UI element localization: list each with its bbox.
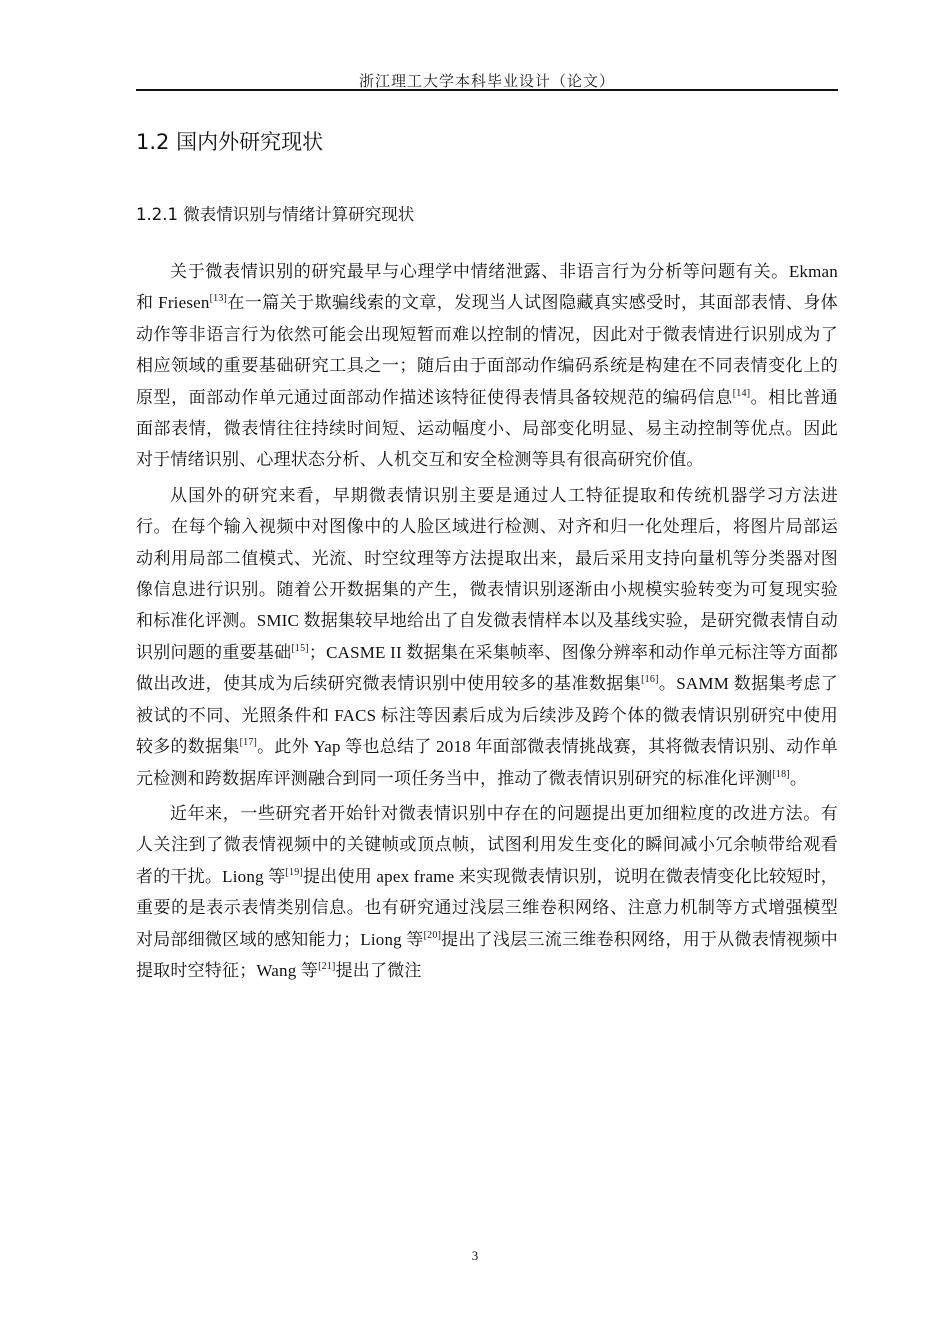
paragraph-text: 。SAMM 数据集考虑了被试的不同、光照条件和 FACS 标注等因素后成为后续涉及跨个体的微表情识别研究中使用较多的数据集 xyxy=(136,674,838,757)
subsection-heading: 1.2.1 微表情识别与情绪计算研究现状 xyxy=(136,205,415,224)
running-header: 浙江理工大学本科毕业设计（论文） xyxy=(358,74,615,90)
paragraph-text: 从国外的研究来看，早期微表情识别主要是通过人工特征提取和传统机器学习方法进行。在每个输入视频中对图像中的人脸区域进行检测、对齐和归一化处理后，将图片局部运动利用局部二值模式、光流、时空纹理等方法提取出来，最后采用支持向量机等分类器对图像信息进行识别。随着公开数据集的产生，微表情识别逐渐由小规模实验转变为可复现实验和标准化评测。SMIC 数据集较早地给出了自发微表情样本以及基线实验，是研究微表情自动识别问题的重要基础 xyxy=(136,485,838,662)
body-paragraph xyxy=(136,798,838,986)
body-paragraph xyxy=(136,256,838,476)
page-number: 3 xyxy=(471,1248,479,1263)
paragraph-text: 近年来，一些研究者开始针对微表情识别中存在的问题提出更加细粒度的改进方法。有人关注到了微表情视频中的关键帧或顶点帧，试图利用发生变化的瞬间减小冗余帧带给观看者的干扰。Liong 等 xyxy=(136,803,838,886)
section-heading: 1.2 国内外研究现状 xyxy=(136,130,324,154)
citation-marker: [19] xyxy=(285,866,303,878)
body-text xyxy=(136,256,838,986)
citation-marker: [14] xyxy=(732,387,751,399)
header-rule xyxy=(136,89,838,91)
citation-marker: [21] xyxy=(318,960,336,972)
citation-marker: [17] xyxy=(239,737,258,749)
citation-marker: [18] xyxy=(772,768,790,780)
citation-marker: [13] xyxy=(209,293,228,305)
paragraph-text: 。 xyxy=(789,768,808,788)
paragraph-text: 。相比普通面部表情，微表情往往持续时间短、运动幅度小、局部变化明显、易主动控制等优点。因此对于情绪识别、心理状态分析、人机交互和安全检测等具有很高研究价值。 xyxy=(136,387,838,470)
citation-marker: [20] xyxy=(423,929,442,941)
paragraph-text: 提出了微注 xyxy=(335,960,422,980)
citation-marker: [16] xyxy=(641,674,659,686)
paragraph-text: 在一篇关于欺骗线索的文章，发现当人试图隐藏真实感受时，其面部表情、身体动作等非语言行为依然可能会出现短暂而难以控制的情况，因此对于微表情进行识别成为了相应领域的重要基础研究工具之一；随后由于面部动作编码系统是构建在不同表情变化上的原型，面部动作单元通过面部动作描述该特征使得表情具备较规范的编码信息 xyxy=(136,293,838,407)
paragraph-text: 。此外 Yap 等也总结了 2018 年面部微表情挑战赛，其将微表情识别、动作单元检测和跨数据库评测融合到同一项任务当中，推动了微表情识别研究的标准化评测 xyxy=(136,737,839,788)
paragraph-text: 提出了浅层三流三维卷积网络，用于从微表情视频中提取时空特征；Wang 等 xyxy=(136,929,838,980)
paragraph-text: 提出使用 apex frame 来实现微表情识别，说明在微表情变化比较短时，重要的是表示表情类别信息。也有研究通过浅层三维卷积网络、注意力机制等方式增强模型对局部细微区域的感知能力；Liong 等 xyxy=(136,866,839,949)
paragraph-text: ；CASME II 数据集在采集帧率、图像分辨率和动作单元标注等方面都做出改进，使其成为后续研究微表情识别中使用较多的基准数据集 xyxy=(136,642,838,694)
body-paragraph xyxy=(136,480,838,794)
paragraph-text: 关于微表情识别的研究最早与心理学中情绪泄露、非语言行为分析等问题有关。Ekman 和 Friesen xyxy=(136,262,838,313)
citation-marker: [15] xyxy=(291,642,309,654)
